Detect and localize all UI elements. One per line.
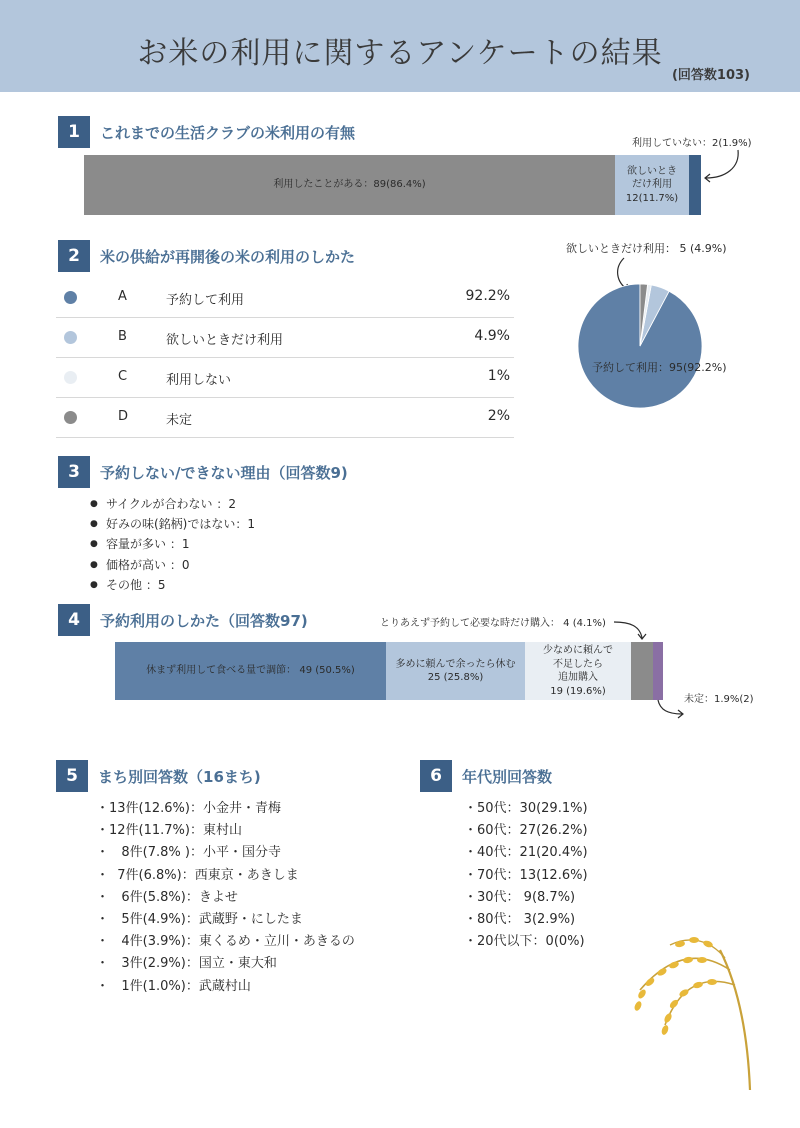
table-row	[56, 318, 514, 358]
bar-segment-order-less: 少なめに頼んで 不足したら 追加購入 19 (19.6%)	[525, 642, 631, 700]
bar-segment-sometimes: 欲しいとき だけ利用 12(11.7%)	[615, 155, 689, 215]
annotation-arrow-icon	[654, 698, 688, 720]
legend-dot	[64, 411, 77, 424]
row-label: 予約して利用	[166, 293, 245, 308]
undecided-annotation: 未定：1.9%(2)	[684, 694, 754, 705]
row-percent: 1%	[487, 368, 510, 384]
list-item: ・60代：27(26.2%)	[464, 823, 588, 839]
row-letter: D	[118, 409, 129, 424]
list-item: ・80代： 3(2.9%)	[464, 912, 576, 928]
section-5-number: 5	[56, 760, 88, 792]
not-used-annotation: 利用していない：2(1.9%)	[632, 138, 752, 149]
list-item: ● 価格が高い ：0	[90, 555, 255, 575]
bar-segment-used: 利用したことがある：89(86.4%)	[84, 155, 615, 215]
row-percent: 92.2%	[465, 288, 510, 304]
section-1-number: 1	[58, 116, 90, 148]
reasons-list	[90, 494, 255, 595]
row-label: 欲しいときだけ利用	[166, 333, 284, 348]
row-letter: A	[118, 289, 127, 304]
list-item: ● 容量が多い ：1	[90, 534, 255, 554]
list-item: ・ 6件(5.8%)：きよせ	[96, 889, 238, 905]
section-3-number: 3	[58, 456, 90, 488]
reservation-usage-bar	[115, 642, 663, 700]
response-count: (回答数103)	[671, 68, 750, 83]
usage-pie-chart	[574, 280, 706, 412]
section-2-title: 米の供給が再開後の米の利用のしかた	[100, 248, 356, 266]
table-row	[56, 398, 514, 438]
row-letter: C	[118, 369, 128, 384]
town-list	[96, 798, 355, 998]
list-item: ・ 4件(3.9%)：東くるめ・立川・あきるの	[96, 934, 355, 950]
rice-stalk-icon	[610, 930, 780, 1095]
list-item: ● 好みの味(銘柄)ではない：1	[90, 514, 255, 534]
list-item: ・ 8件(7.8% )：小平・国分寺	[96, 845, 281, 861]
list-item: ・12件(11.7%)：東村山	[96, 823, 242, 839]
reserve-only-annotation: とりあえず予約して必要な時だけ購入： 4 (4.1%)	[380, 618, 606, 629]
list-item: ・ 1件(1.0%)：武蔵村山	[96, 978, 251, 994]
legend-dot	[64, 291, 77, 304]
row-percent: 4.9%	[474, 328, 510, 344]
bar-segment-reserve-only	[631, 642, 653, 700]
list-item: ・30代： 9(8.7%)	[464, 889, 576, 905]
annotation-arrow-icon	[700, 148, 750, 188]
pie-slice-label: 予約して利用：95(92.2%)	[592, 361, 727, 374]
legend-dot	[64, 331, 77, 344]
bar-segment-order-more: 多めに頼んで余ったら休む 25 (25.8%)	[386, 642, 525, 700]
row-label: 利用しない	[166, 373, 232, 388]
legend-dot	[64, 371, 77, 384]
list-item: ・50代：30(29.1%)	[464, 801, 588, 816]
table-row	[56, 278, 514, 318]
section-6-title: 年代別回答数	[462, 768, 553, 786]
list-item: ・ 3件(2.9%)：国立・東大和	[96, 956, 277, 972]
section-2-number: 2	[58, 240, 90, 272]
annotation-arrow-icon	[612, 618, 652, 644]
row-label: 未定	[166, 413, 193, 428]
list-item: ・ 5件(4.9%)：武蔵野・にしたま	[96, 912, 303, 928]
bar-segment-continuous: 休まず利用して食べる量で調節： 49 (50.5%)	[115, 642, 386, 700]
list-item: ● その他 ：5	[90, 575, 255, 595]
age-list	[464, 798, 588, 953]
section-4-title: 予約利用のしかた（回答数97)	[100, 612, 308, 630]
section-5-title: まち別回答数（16まち)	[98, 768, 261, 786]
list-item: ・ 7件(6.8%)：西東京・あきしま	[96, 867, 299, 883]
section-4-number: 4	[58, 604, 90, 636]
page-title: お米の利用に関するアンケートの結果	[137, 36, 663, 71]
page-header	[0, 0, 800, 92]
table-row	[56, 358, 514, 398]
row-percent: 2%	[487, 408, 510, 424]
bar-segment-undecided	[653, 642, 663, 700]
list-item: ・70代：13(12.6%)	[464, 867, 588, 883]
usage-history-bar	[84, 155, 701, 215]
section-1-title: これまでの生活クラブの米利用の有無	[100, 124, 356, 142]
list-item: ● サイクルが合わない ：2	[90, 494, 255, 514]
section-6-number: 6	[420, 760, 452, 792]
section-3-title: 予約しない/できない理由（回答数9)	[100, 464, 348, 482]
list-item: ・13件(12.6%)：小金井・青梅	[96, 801, 281, 816]
row-letter: B	[118, 329, 127, 344]
list-item: ・40代：21(20.4%)	[464, 845, 588, 861]
list-item: ・20代以下：0(0%)	[464, 934, 585, 950]
pie-annotation: 欲しいときだけ利用： 5 (4.9%)	[566, 242, 727, 255]
